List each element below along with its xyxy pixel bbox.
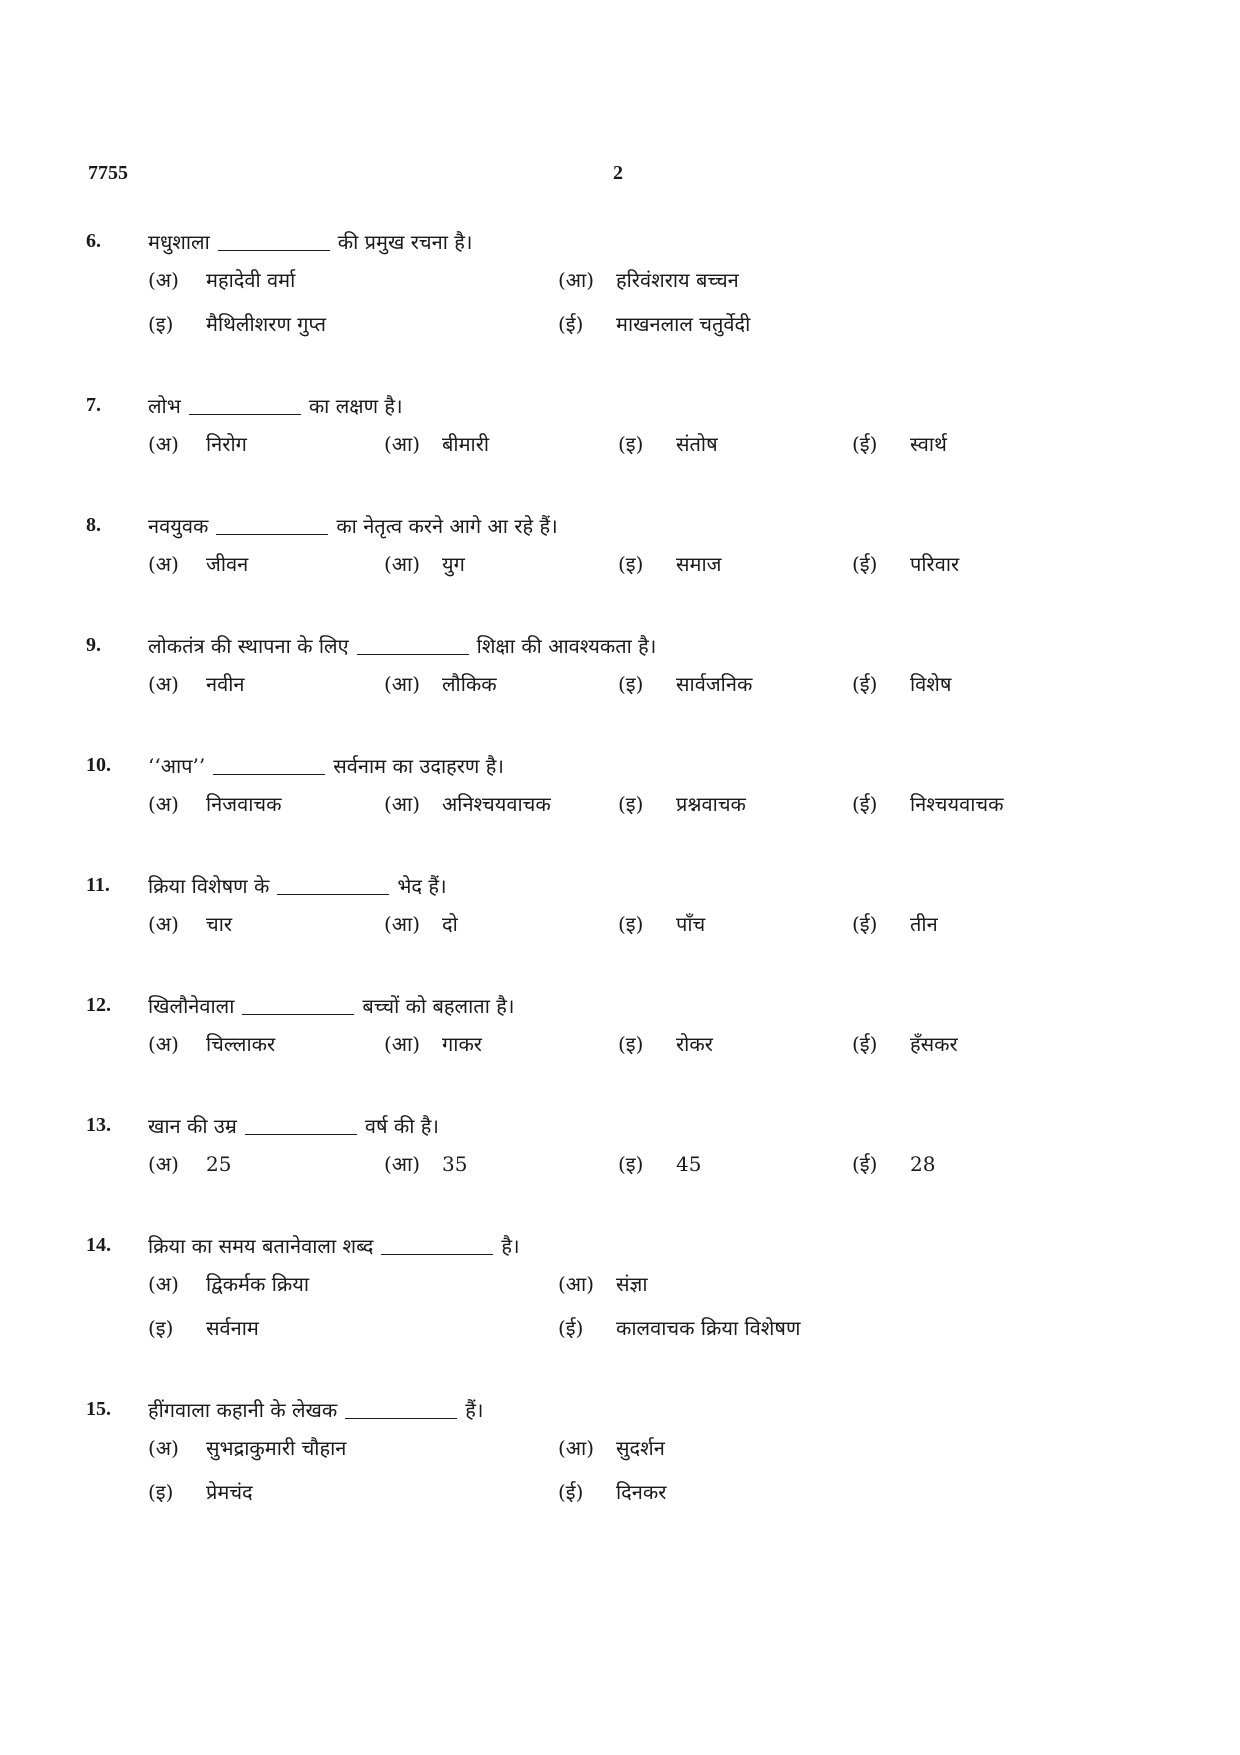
answer-blank — [357, 653, 469, 655]
option-ii: (ई) विशेष — [852, 672, 952, 696]
answer-blank — [213, 773, 325, 775]
option-i: (इ) समाज — [618, 552, 722, 576]
question-number: 10. — [86, 754, 111, 776]
option-aa: (आ) बीमारी — [384, 432, 490, 456]
option-aa: (आ) हरिवंशराय बच्चन — [558, 268, 739, 292]
answer-blank — [345, 1417, 457, 1419]
option-ii: (ई) स्वार्थ — [852, 432, 947, 456]
option-aa: (आ) युग — [384, 552, 465, 576]
answer-blank — [216, 533, 328, 535]
option-a: (अ) निरोग — [148, 432, 247, 456]
question-8 — [0, 510, 1240, 630]
option-a: (अ) चार — [148, 912, 233, 936]
option-aa: (आ) गाकर — [384, 1032, 482, 1056]
option-aa: (आ) दो — [384, 912, 458, 936]
answer-blank — [277, 893, 389, 895]
option-a: (अ) द्विकर्मक क्रिया — [148, 1272, 310, 1296]
option-a: (अ) सुभद्राकुमारी चौहान — [148, 1436, 347, 1460]
answer-blank — [242, 1013, 354, 1015]
question-number: 14. — [86, 1234, 111, 1256]
question-stem: हींगवाला कहानी के लेखक हैं। — [148, 1398, 484, 1422]
option-ii: (ई) कालवाचक क्रिया विशेषण — [558, 1316, 801, 1340]
paper-code: 7755 — [88, 162, 128, 184]
option-aa: (आ) अनिश्चयवाचक — [384, 792, 551, 816]
question-stem: लोभ का लक्षण है। — [148, 394, 403, 418]
option-i: (इ) सर्वनाम — [148, 1316, 259, 1340]
question-number: 13. — [86, 1114, 111, 1136]
question-7 — [0, 390, 1240, 510]
option-ii: (ई) परिवार — [852, 552, 960, 576]
question-stem: मधुशाला की प्रमुख रचना है। — [148, 230, 473, 254]
question-11 — [0, 870, 1240, 990]
question-stem: नवयुवक का नेतृत्व करने आगे आ रहे हैं। — [148, 514, 558, 538]
option-i: (इ) प्रेमचंद — [148, 1480, 253, 1504]
question-stem: लोकतंत्र की स्थापना के लिए शिक्षा की आवश्यकता है। — [148, 634, 657, 658]
option-a: (अ) जीवन — [148, 552, 249, 576]
option-i: (इ) 45 — [618, 1152, 702, 1176]
option-ii: (ई) निश्चयवाचक — [852, 792, 1004, 816]
option-i: (इ) मैथिलीशरण गुप्त — [148, 312, 327, 336]
question-stem: क्रिया विशेषण के भेद हैं। — [148, 874, 447, 898]
option-a: (अ) नवीन — [148, 672, 245, 696]
question-15 — [0, 1394, 1240, 1558]
question-number: 8. — [86, 514, 101, 536]
option-ii: (ई) तीन — [852, 912, 938, 936]
option-i: (इ) संतोष — [618, 432, 718, 456]
question-number: 15. — [86, 1398, 111, 1420]
option-a: (अ) निजवाचक — [148, 792, 282, 816]
question-list — [0, 226, 1240, 1558]
question-stem: खान की उम्र वर्ष की है। — [148, 1114, 439, 1138]
answer-blank — [218, 249, 330, 251]
option-aa: (आ) संज्ञा — [558, 1272, 648, 1296]
option-a: (अ) चिल्लाकर — [148, 1032, 276, 1056]
answer-blank — [381, 1253, 493, 1255]
option-aa: (आ) सुदर्शन — [558, 1436, 665, 1460]
option-ii: (ई) हँसकर — [852, 1032, 958, 1056]
question-14 — [0, 1230, 1240, 1394]
question-stem: क्रिया का समय बतानेवाला शब्द है। — [148, 1234, 520, 1258]
option-aa: (आ) 35 — [384, 1152, 468, 1176]
question-number: 6. — [86, 230, 101, 252]
page-header — [88, 162, 1148, 192]
option-i: (इ) रोकर — [618, 1032, 713, 1056]
question-9 — [0, 630, 1240, 750]
option-ii: (ई) दिनकर — [558, 1480, 667, 1504]
option-i: (इ) सार्वजनिक — [618, 672, 753, 696]
option-i: (इ) प्रश्नवाचक — [618, 792, 746, 816]
option-ii: (ई) 28 — [852, 1152, 936, 1176]
question-number: 11. — [86, 874, 110, 896]
question-10 — [0, 750, 1240, 870]
option-a: (अ) महादेवी वर्मा — [148, 268, 296, 292]
question-12 — [0, 990, 1240, 1110]
question-13 — [0, 1110, 1240, 1230]
question-stem: खिलौनेवाला बच्चों को बहलाता है। — [148, 994, 515, 1018]
option-aa: (आ) लौकिक — [384, 672, 497, 696]
question-number: 12. — [86, 994, 111, 1016]
option-i: (इ) पाँच — [618, 912, 706, 936]
page-number: 2 — [613, 162, 623, 184]
question-stem: ‘‘आप’’ सर्वनाम का उदाहरण है। — [148, 754, 504, 778]
option-a: (अ) 25 — [148, 1152, 232, 1176]
question-6 — [0, 226, 1240, 390]
answer-blank — [189, 413, 301, 415]
option-ii: (ई) माखनलाल चतुर्वेदी — [558, 312, 751, 336]
question-number: 9. — [86, 634, 101, 656]
answer-blank — [245, 1133, 357, 1135]
question-number: 7. — [86, 394, 101, 416]
